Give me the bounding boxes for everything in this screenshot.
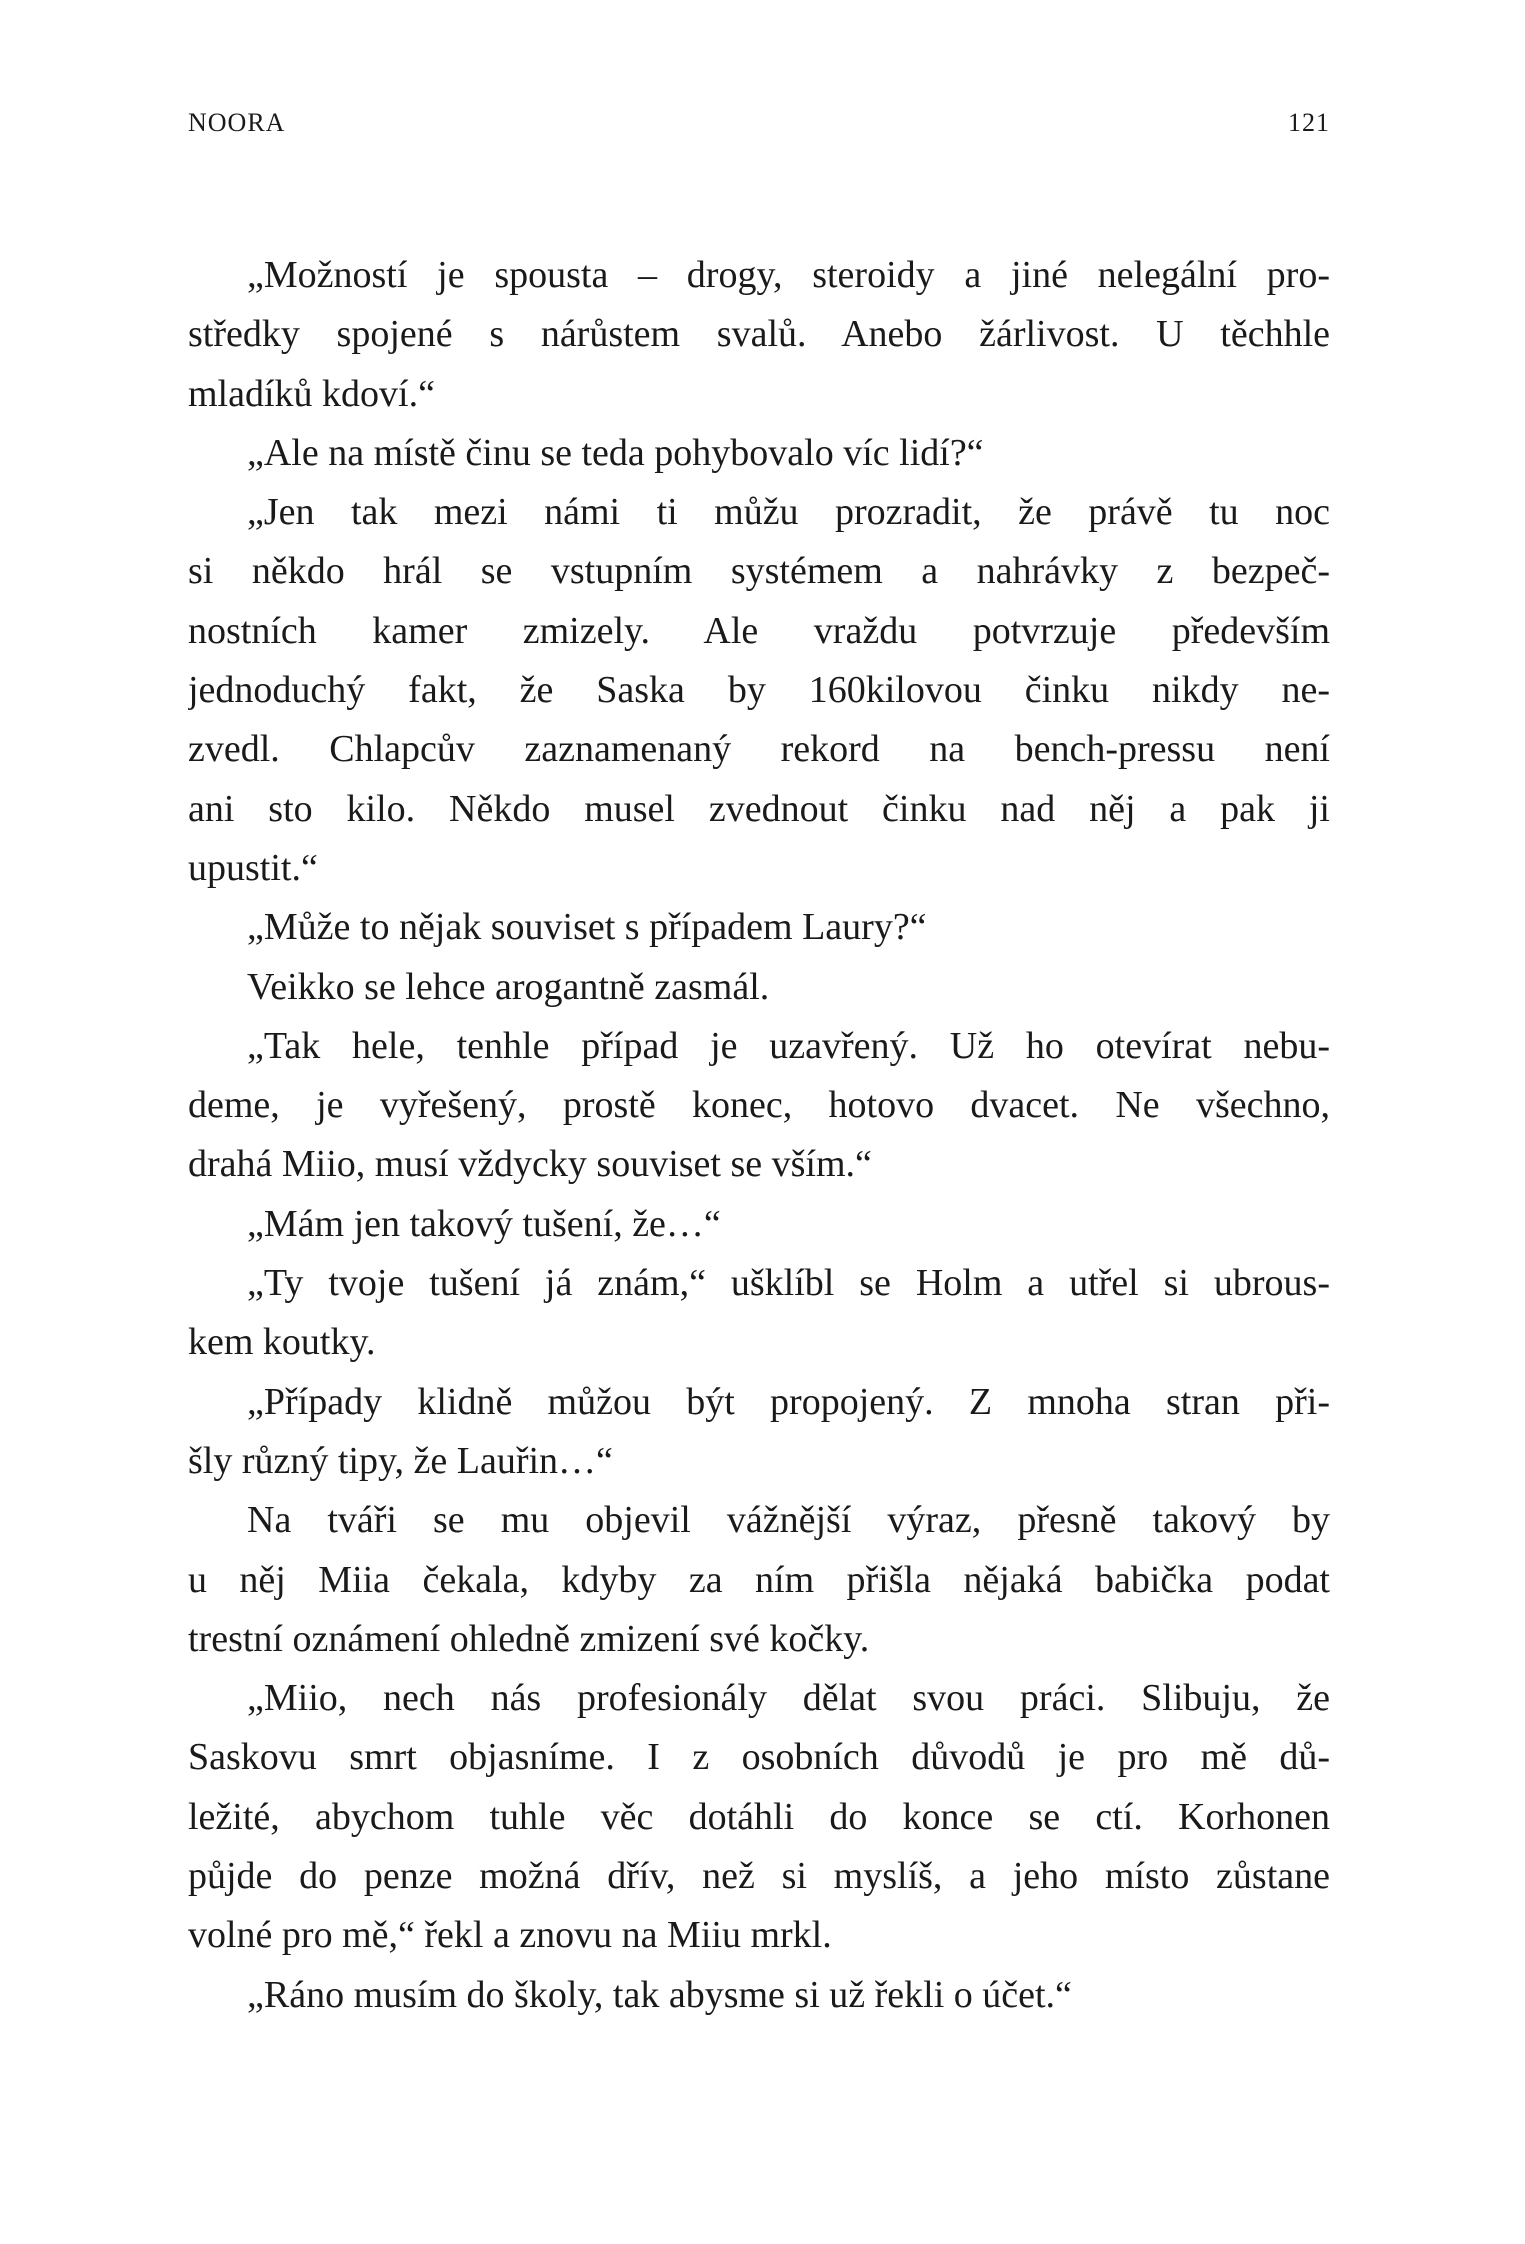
text-line: ležité, abychom tuhle věc dotáhli do konce se ctí. Korhonen <box>188 1795 1330 1838</box>
text-line: deme, je vyřešený, prostě konec, hotovo dvacet. Ne všechno, <box>188 1084 1330 1127</box>
text-line: trestní oznámení ohledně zmizení své kočky. <box>188 1617 870 1660</box>
text-line: „Případy klidně můžou být propojený. Z mnoha stran při- <box>247 1380 1330 1423</box>
text-line: „Ty tvoje tušení já znám,“ ušklíbl se Holm a utřel si ubrous- <box>247 1262 1330 1305</box>
text-line: „Mám jen takový tušení, že…“ <box>247 1202 721 1245</box>
text-line: ani sto kilo. Někdo musel zvednout činku nad něj a pak ji <box>188 787 1330 830</box>
text-line: nostních kamer zmizely. Ale vraždu potvrzuje především <box>188 609 1330 652</box>
text-line: si někdo hrál se vstupním systémem a nahrávky z bezpeč- <box>188 550 1330 593</box>
text-line: Na tváři se mu objevil vážnější výraz, přesně takový by <box>247 1499 1330 1542</box>
text-line: „Ráno musím do školy, tak abysme si už řekli o účet.“ <box>247 1973 1072 2016</box>
text-line: „Jen tak mezi námi ti můžu prozradit, že právě tu noc <box>247 491 1330 534</box>
text-line: u něj Miia čekala, kdyby za ním přišla nějaká babička podat <box>188 1558 1330 1601</box>
text-line: drahá Miio, musí vždycky souviset se vším.“ <box>188 1143 872 1186</box>
text-line: zvedl. Chlapcův zaznamenaný rekord na bench-pressu není <box>188 728 1330 771</box>
text-line: volné pro mě,“ řekl a znovu na Miiu mrkl. <box>188 1914 832 1957</box>
page-body-text <box>188 246 1330 2025</box>
text-line: „Tak hele, tenhle případ je uzavřený. Už ho otevírat nebu- <box>247 1024 1330 1067</box>
text-line: „Může to nějak souviset s případem Laury?“ <box>247 906 927 949</box>
page-number: 121 <box>1288 108 1330 137</box>
text-line: kem koutky. <box>188 1321 376 1364</box>
text-line: „Možností je spousta – drogy, steroidy a jiné nelegální pro- <box>247 254 1330 296</box>
text-line: šly různý tipy, že Lauřin…“ <box>188 1439 613 1482</box>
text-line: „Miio, nech nás profesionály dělat svou práci. Slibuju, že <box>247 1677 1330 1720</box>
text-line: jednoduchý fakt, že Saska by 160kilovou činku nikdy ne- <box>188 669 1330 712</box>
text-line: Saskovu smrt objasníme. I z osobních důvodů je pro mě dů- <box>188 1736 1330 1779</box>
text-line: středky spojené s nárůstem svalů. Anebo žárlivost. U těchhle <box>188 313 1330 356</box>
text-line: upustit.“ <box>188 846 318 889</box>
text-line: mladíků kdoví.“ <box>188 372 435 415</box>
text-line: „Ale na místě činu se teda pohybovalo víc lidí?“ <box>247 431 984 474</box>
text-line: půjde do penze možná dřív, než si myslíš, a jeho místo zůstane <box>188 1855 1330 1898</box>
running-title: NOORA <box>188 108 286 137</box>
text-line: Veikko se lehce arogantně zasmál. <box>247 965 770 1008</box>
